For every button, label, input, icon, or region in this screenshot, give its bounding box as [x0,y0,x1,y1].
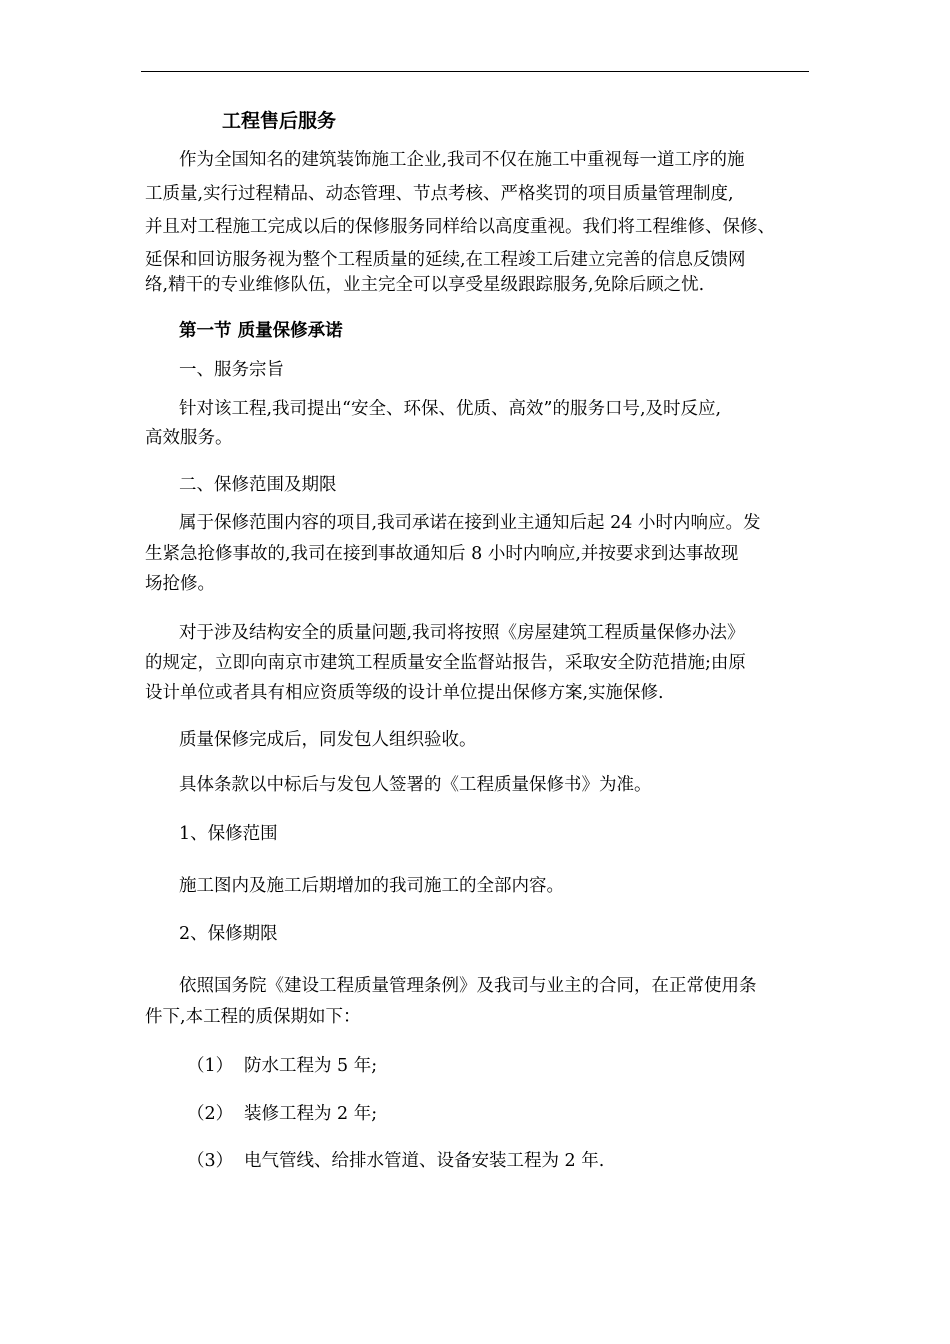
item-heading: 二、保修范围及期限 [179,475,337,495]
period-text: 装修工程为 2 年; [244,1104,378,1124]
intro-line: 并且对工程施工完成以后的保修服务同样给以高度重视。我们将工程维修、保修、 [145,217,775,237]
paragraph-line: 的规定，立即向南京市建筑工程质量安全监督站报告，采取安全防范措施;由原 [145,653,746,673]
period-text: 电气管线、给排水管道、设备安装工程为 2 年. [244,1151,605,1171]
period-number: （3） [187,1151,234,1171]
period-number: （1） [187,1056,234,1076]
paragraph-line: 高效服务。 [145,428,233,448]
sub-heading: 2、保修期限 [179,924,278,944]
period-text: 防水工程为 5 年; [244,1056,378,1076]
paragraph-line: 件下,本工程的质保期如下： [145,1007,361,1027]
intro-line: 络,精干的专业维修队伍，业主完全可以享受星级跟踪服务,免除后顾之忧. [145,275,705,295]
item-heading: 一、服务宗旨 [179,360,284,380]
document-title: 工程售后服务 [222,110,337,132]
paragraph-line: 具体条款以中标后与发包人签署的《工程质量保修书》为准。 [179,775,652,795]
section-heading: 第一节 质量保修承诺 [179,321,343,341]
paragraph-line: 质量保修完成后，同发包人组织验收。 [179,730,477,750]
intro-line: 作为全国知名的建筑装饰施工企业,我司不仅在施工中重视每一道工序的施 [179,150,745,170]
paragraph-line: 场抢修。 [145,574,215,594]
paragraph-line: 属于保修范围内容的项目,我司承诺在接到业主通知后起 24 小时内响应。发 [179,513,761,533]
paragraph-line: 依照国务院《建设工程质量管理条例》及我司与业主的合同，在正常使用条 [179,976,757,996]
paragraph-line: 施工图内及施工后期增加的我司施工的全部内容。 [179,876,564,896]
period-number: （2） [187,1104,234,1124]
header-rule [141,71,809,72]
paragraph-line: 设计单位或者具有相应资质等级的设计单位提出保修方案,实施保修. [145,683,664,703]
sub-heading: 1、保修范围 [179,824,278,844]
intro-line: 工质量,实行过程精品、动态管理、节点考核、严格奖罚的项目质量管理制度, [145,184,734,204]
paragraph-line: 针对该工程,我司提出“安全、环保、优质、高效”的服务口号,及时反应, [179,399,722,419]
paragraph-line: 生紧急抢修事故的,我司在接到事故通知后 8 小时内响应,并按要求到达事故现 [145,544,739,564]
intro-line: 延保和回访服务视为整个工程质量的延续,在工程竣工后建立完善的信息反馈网 [145,250,746,270]
paragraph-line: 对于涉及结构安全的质量问题,我司将按照《房屋建筑工程质量保修办法》 [179,623,745,643]
